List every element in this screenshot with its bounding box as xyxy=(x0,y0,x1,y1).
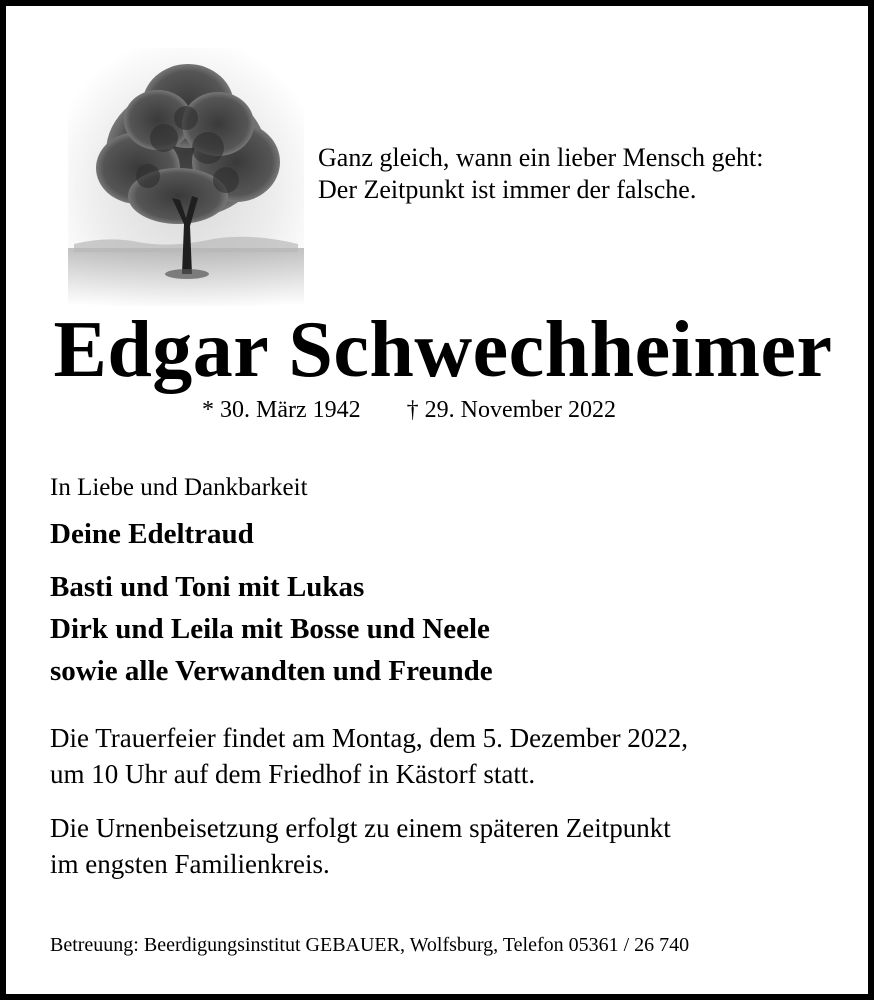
funeral-line-1: Die Trauerfeier findet am Montag, dem 5. Dezember 2022, xyxy=(50,723,689,753)
quote xyxy=(318,142,763,206)
tree-image xyxy=(68,48,304,306)
funeral-notice xyxy=(50,720,688,792)
urn-line-1: Die Urnenbeisetzung erfolgt zu einem späteren Zeitpunkt xyxy=(50,813,671,843)
urn-line-2: im engsten Familienkreis. xyxy=(50,849,330,879)
mourner-line: Basti und Toni mit Lukas xyxy=(50,571,365,603)
deceased-name: Edgar Schwechheimer xyxy=(53,306,833,394)
quote-line-2: Der Zeitpunkt ist immer der falsche. xyxy=(318,175,697,204)
intro-text: In Liebe und Dankbarkeit xyxy=(50,474,308,501)
mourners-list xyxy=(50,516,493,692)
mourner-line: Dirk und Leila mit Bosse und Neele xyxy=(50,613,490,645)
birth-date: * 30. März 1942 xyxy=(202,397,361,423)
mourner-line: sowie alle Verwandten und Freunde xyxy=(50,655,493,687)
urn-burial-notice xyxy=(50,810,671,882)
quote-line-1: Ganz gleich, wann ein lieber Mensch geht: xyxy=(318,143,764,172)
funeral-home-footer: Betreuung: Beerdigungsinstitut GEBAUER, Wolfsburg, Telefon 05361 / 26 740 xyxy=(50,934,690,956)
mourner-line: Deine Edeltraud xyxy=(50,518,254,550)
life-dates xyxy=(202,394,616,426)
funeral-line-2: um 10 Uhr auf dem Friedhof in Kästorf statt. xyxy=(50,759,536,789)
death-date: † 29. November 2022 xyxy=(406,397,616,423)
